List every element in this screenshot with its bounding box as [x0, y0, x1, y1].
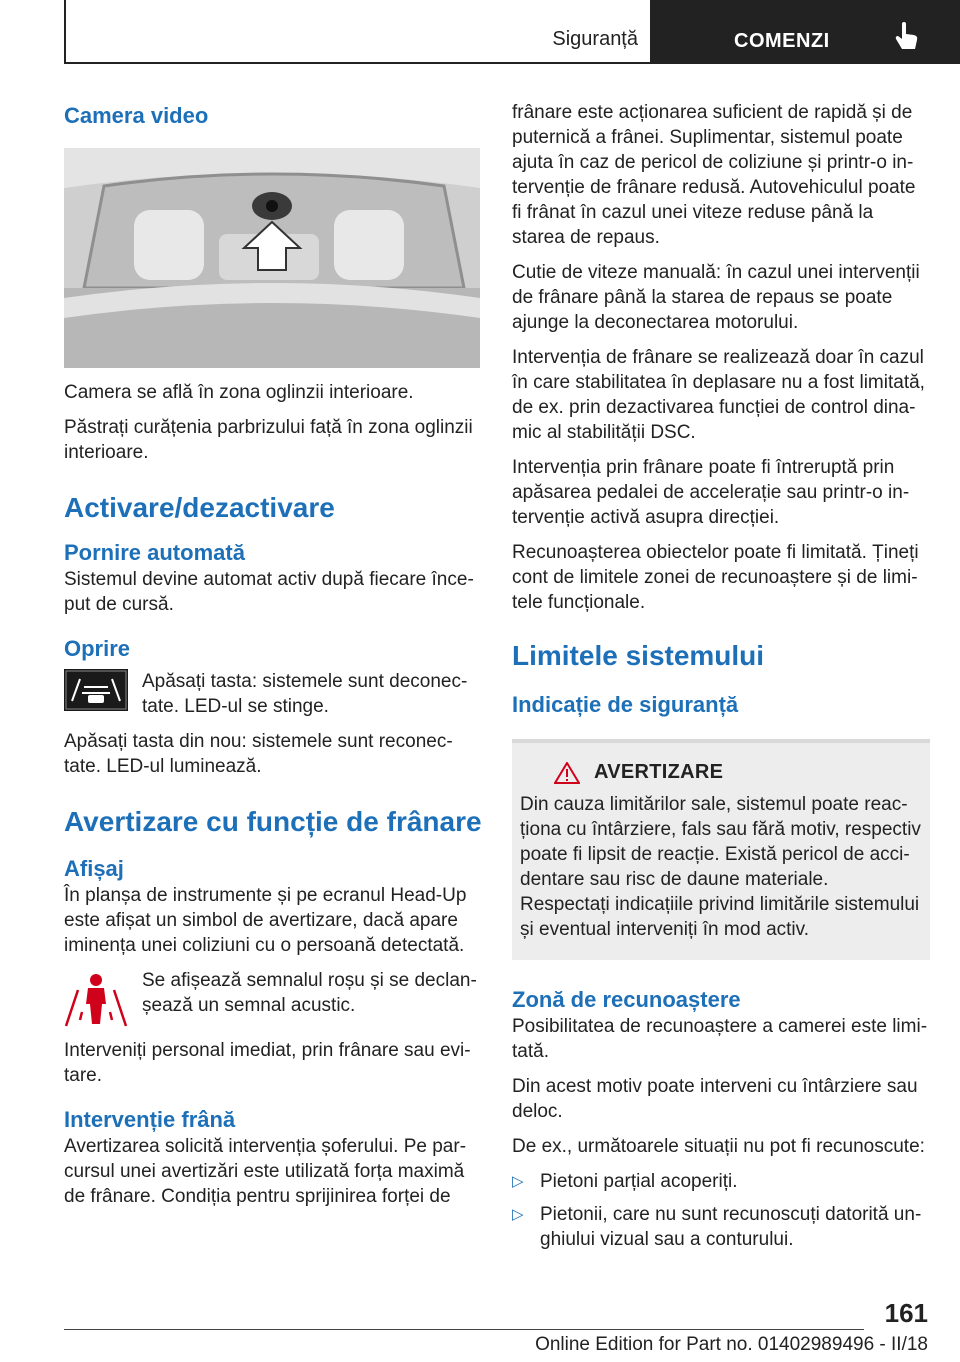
display-text-3: Interveniți personal imediat, prin frânare sau evitare. — [64, 1040, 471, 1086]
dsc-text: Intervenția de frânare se realizează doar în cazul în care stabilitatea în deplasare nu a fost limitată, de ex. prin dezactivarea funcției de control dinamic al stabilității DSC. — [512, 347, 925, 443]
header-tab-label: COMENZI — [734, 30, 830, 52]
list-item — [512, 1202, 930, 1252]
bullet-triangle-icon: ▷ — [512, 1173, 524, 1190]
footer-rule — [64, 1329, 864, 1330]
right-column — [512, 100, 930, 1260]
header-section-title: Siguranță — [552, 28, 638, 50]
brake-intervention-text: Avertizarea solicită intervenția șoferului. Pe parcursul unei avertizări este utilizată forța maximă de frânare. Condiția pentru sprijinirea forței de — [64, 1136, 467, 1207]
header-bottom-rule — [64, 62, 650, 64]
zone-text-2: Din acest motiv poate interveni cu întârziere sau deloc. — [512, 1076, 918, 1122]
warning-header — [520, 761, 922, 784]
bullet-text: Pietoni parțial acoperiți. — [540, 1171, 738, 1192]
page-number: 161 — [884, 1298, 928, 1328]
brake-warning-heading: Avertizare cu funcție de frânare — [64, 806, 482, 837]
display-heading: Afișaj — [64, 856, 124, 881]
manual-gearbox-text: Cutie de viteze manuală: în cazul unei intervenții de frânare până la starea de repaus se poate ajunge la deconectarea motorului. — [512, 262, 920, 333]
warning-text: Din cauza limitărilor sale, sistemul poate reacționa cu întârziere, fals sau fără motiv, respectiv poate fi lipsit de reacție. Există pericol de accidentare sau risc de daune materiale. Respectați indicațiile privind limitările sistemului și eventual interveniți în mod activ. — [520, 794, 921, 940]
warning-triangle-icon — [554, 762, 580, 784]
driver-assist-button-icon — [64, 669, 128, 711]
bullet-text: Pietonii, care nu sunt recunoscuți datorită unghiului vizual sau a conturului. — [540, 1204, 922, 1250]
pedestrian-row — [64, 968, 482, 1028]
safety-note-heading: Indicație de siguranță — [512, 692, 739, 717]
recognition-text: Recunoașterea obiectelor poate fi limitată. Țineți cont de limitele zonei de recunoaștere și de limitele funcționale. — [512, 542, 919, 613]
auto-start-text: Sistemul devine automat activ după fiecare început de cursă. — [64, 569, 474, 615]
brake-intervention-heading: Intervenție frână — [64, 1107, 236, 1132]
interrupt-text: Intervenția prin frânare poate fi întreruptă prin apăsarea pedalei de accelerație sau printr-o intervenție activă asupra direcției. — [512, 457, 910, 528]
bullet-triangle-icon: ▷ — [512, 1206, 524, 1223]
left-column — [64, 96, 482, 1219]
continued-text: frânare este acționarea suficient de rapidă și de puternică a frânei. Suplimentar, sistemul poate ajuta în caz de pericol de coliziune și printr-o intervenție de frânare redusă. Autovehiculul poate fi frânat în cazul unei viteze reduse până la starea de repaus. — [512, 102, 916, 248]
display-text-1: În planșa de instrumente și pe ecranul Head-Up este afișat un simbol de avertizare, dacă apare iminența unei coliziuni cu o persoană detectată. — [64, 885, 467, 956]
system-limits-heading: Limitele sistemului — [512, 640, 765, 671]
pedestrian-warning-icon — [64, 968, 128, 1028]
warning-title: AVERTIZARE — [594, 761, 724, 783]
header-left-rule — [64, 0, 66, 64]
stop-text-2: Apăsați tasta din nou: sistemele sunt reconectate. LED-ul luminează. — [64, 731, 453, 777]
activation-heading: Activare/dezactivare — [64, 492, 335, 523]
display-text-2: Se afișează semnalul roșu și se declanșează un semnal acustic. — [142, 970, 477, 1016]
stop-text-1: Apăsați tasta: sistemele sunt deconectate. LED-ul se stinge. — [142, 671, 468, 717]
camera-heading: Camera video — [64, 103, 209, 128]
stop-row — [64, 669, 482, 719]
recognition-zone-heading: Zonă de recunoaștere — [512, 987, 741, 1012]
list-item — [512, 1169, 930, 1194]
header-tab-comenzi[interactable] — [650, 0, 960, 64]
hand-pointer-icon — [894, 22, 920, 50]
footer-edition: Online Edition for Part no. 01402989496 - II/18 — [535, 1334, 928, 1355]
auto-start-heading: Pornire automată — [64, 540, 245, 565]
stop-heading: Oprire — [64, 636, 131, 661]
zone-text-1: Posibilitatea de recunoaștere a camerei este limitată. — [512, 1016, 928, 1062]
camera-text-1: Camera se află în zona oglinzii interioare. — [64, 382, 414, 403]
warning-box — [512, 739, 930, 960]
zone-text-3: De ex., următoarele situații nu pot fi recunoscute: — [512, 1136, 925, 1157]
rear-window-camera-photo — [64, 148, 480, 368]
camera-text-2: Păstrați curățenia parbrizului față în zona oglinzii interioare. — [64, 417, 473, 463]
